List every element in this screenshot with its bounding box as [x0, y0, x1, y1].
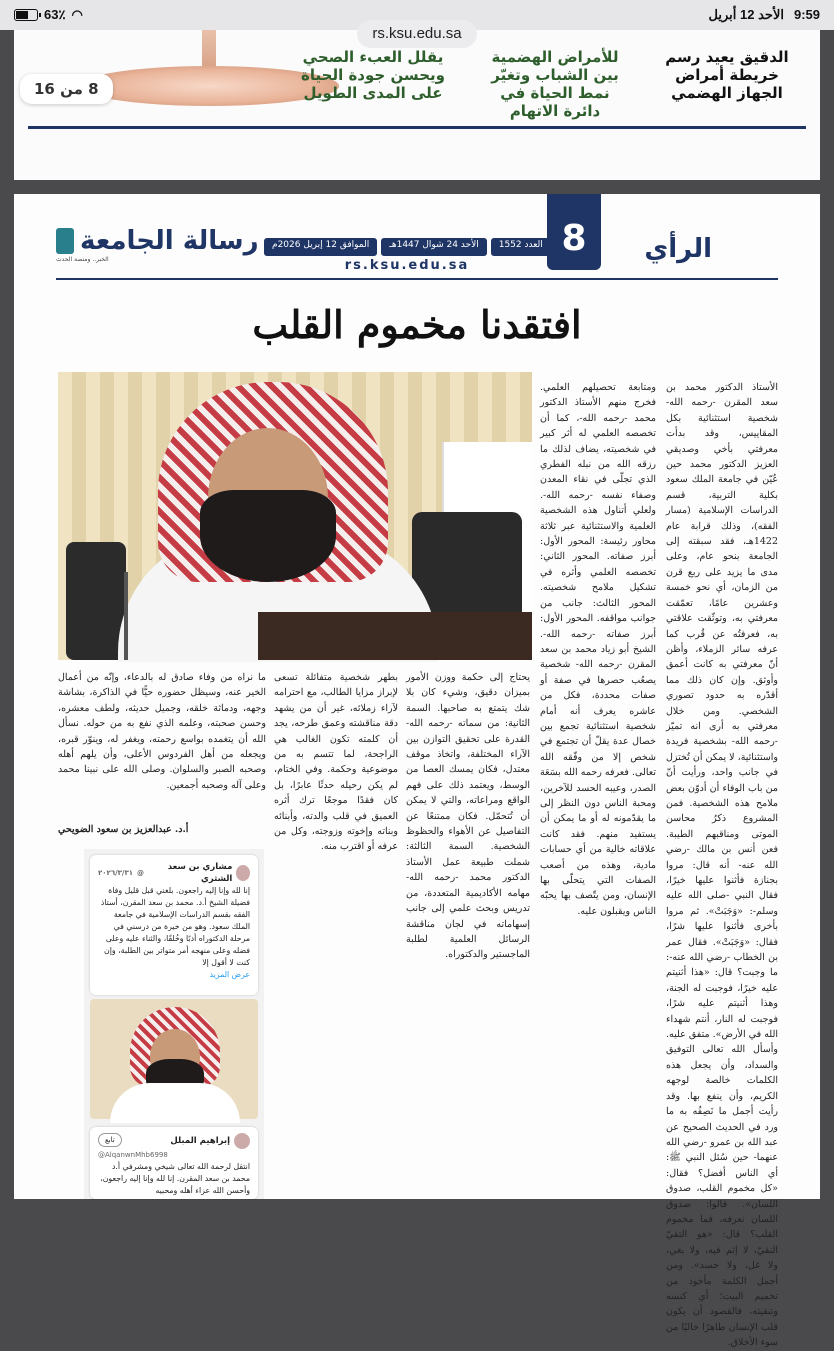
status-date: الأحد 12 أبريل [708, 7, 784, 22]
page-counter: 8 من 16 [20, 74, 113, 104]
masthead-logo [56, 226, 259, 263]
article-headline: افتقدنا مخموم القلب [252, 302, 582, 347]
photo-chair [66, 542, 126, 660]
tweet-text: إنا لله وإنا إليه راجعون. بلغني قبل قليل وفاة فضيلة الشيخ أ.د. محمد بن سعد المقرن، أستاذ الفقه بقسم الدراسات الإسلامية في جامعة الملك سعود. وهو من خيرة من درسني في مرحلة الدكتوراه أدبًا وخُلقًا، والثناء عليه وعلى فضله وعلى منهجه أمر متواتر بين الطلبة، وإن كنت لا أقول إلا [100, 886, 250, 967]
status-time-date [709, 7, 820, 23]
tweet-handle: @AlqanwnMhb6998 [98, 1151, 168, 1159]
page-rule [28, 126, 806, 129]
show-more-link[interactable]: عرض المزيد [209, 970, 250, 979]
hijri-date: الأحد 24 شوال 1447هـ [381, 238, 487, 256]
tweet-author-name: إبراهيم المبلل [170, 1136, 230, 1146]
pdf-page-previous [14, 30, 820, 180]
header-rule [56, 278, 778, 280]
battery-percent: 63٪ [44, 7, 66, 22]
article-column-3: يحتاج إلى حكمة ووزن الأمور بميزان دقيق، وشيء كان بلا شك يتمتع به صاحبها. السمة الثانية: من سماته -رحمه الله- القدرة على تحقيق التوازن بين الآراء المختلفة، واتخاذ موقف معتدل، فكان يمسك العصا من الوسط، ويعتمد ذلك على فهم الواقع ومراعاته، والتي لا يمكن أن تُتحمّل. فكان ممتنعًا عن التفاصيل عن الأهواء والحظوظ الشخصية. السمة الثالثة: شملت طبيعة عمل الأستاذ الدكتور محمد -رحمه الله- مهامه الأكاديمية المتعددة، من تدريس وبحث علمي إلى جانب إسهاماته في لجان مناقشة الرسائل العلمية لطلبة الماجستير والدكتوراه. [406, 672, 530, 961]
masthead-tagline: الخبر.. ومنصة الحدث [56, 256, 109, 263]
follow-button[interactable]: تابع [98, 1133, 122, 1147]
tweet-text: انتقل لرحمة الله تعالى شيخي ومشرفي أ.د محمد بن سعد المقرن. إنا لله وإنا إليه راجعون، وأحسن الله عزاء أهله ومحبيه [100, 1162, 250, 1195]
tweets-panel [84, 849, 264, 1199]
battery-icon [14, 9, 38, 21]
tweet-date: ٢٠٢٦/٣/٣١ [98, 869, 134, 877]
article-column-5: ما نراه من وفاء صادق له بالدعاء، وإنّه من أعمال الخير عنه، وسيظل حضوره حيًّا في الذاكرة، بشاشة وجهه، ودماثة خلقه، وجميل حديثه، ولطف معشره، وحسن صحبته، وعلمه الذي نفع به من حوله. نسأل الله أن يتغمده بواسع رحمته، ويغفر له، وينوّر قبره، ويجعله من أهل الفردوس الأعلى، وأن يلهم أهله وصحبه الصبر والسلوان. وصلى الله على نبينا محمد وعلى آله وصحبه أجمعين. [58, 672, 266, 791]
photo-desk [258, 612, 532, 660]
article-signature: أ.د. عبدالعزيز بن سعود الضويحي [58, 824, 189, 835]
article-column-1: الأستاذ الدكتور محمد بن سعد المقرن -رحمه الله- شخصية استثنائية بكل المقاييس، وقد بدأت معرفتي بأخي وصديقي العزيز الدكتور محمد حين عُيّن في جامعة الملك سعود بكلية التربية، قسم الدراسات الإسلامية (مسار الفقه)، وذلك قرابة عام 1422هـ، فقد سبقته إلى الجامعة بنحو عام، وعلى مدى ما يزيد على ربع قرن من الزمان، أي نحو خمسة وعشرين عامًا، تعمّقت معرفتي به، وتوثّقت علاقتي به، فعرفتُه عن قُرب كما عرفه سائر الزملاء، وأظن أنّ معرفتي به كانت أعمق وأوثق. وإن كان ذلك مما أقدّره به حدود تصوري الشخصي. ومن خلال معرفتي به أرى انه تميّز -رحمه الله- بشخصية فريدة واستثنائية، لا يمكن أن تُختزل في جانب واحد، ورأيت أنّ من باب الوفاء أن أدوّن بعض ملامح هذه الشخصية. فمن المشروع ذكرُ محاسن الموتى ومناقبهم الطيبة. فعن أنس بن مالك -رضي الله عنه- أنه قال: مروا بجنازة فأثنوا عليها خيرًا، فقال النبي -صلى الله عليه وسلم-: «وَجَبَتْ». ثم مروا بأخرى فأثنوا عليها شرًا، فقال: «وَجَبَتْ». فقال عمر بن الخطاب -رضي الله عنه-: ما وجبت؟ قال: «هذا أثنيتم عليه خيرًا، فوجبت له الجنة، وهذا أثنيتم عليه شرًا، فوجبت له النار، أنتم شهداء الله في الأرض». متفق عليه. وأسأل الله تعالى التوفيق والسداد، وأن يجعل هذه الكلمات خالصة لوجهه الكريم، وأن ينفع بها. وقد رأيت أجمل ما نَصِفُه به ما ورد في الحديث الصحيح عن عبد الله بن عمرو -رضي الله عنهما- حين سُئل النبي ﷺ: أي الناس أفضل؟ فقال: «كل مخموم القلب، صدوق اللسان». قالوا: صدوق اللسان نعرفه، فما مخموم القلب؟ قال: «هو التقيّ النقيّ، لا إثم فيه، ولا بغي، ولا غل، ولا حسد». ومن أجمل الكلمة مأخوذ من تخميم البيت؛ أي كنسه وتنقيته، فالقصود أن يكون قلب الإنسان طاهرًا خاليًا من سوء الأخلاق. [666, 382, 778, 1349]
page-number-tab: 8 [547, 194, 601, 270]
issue-meta [264, 238, 551, 256]
headline-youth: للأمراض الهضمية بين الشباب وتغيّر نمط الحياة في دائرة الاتهام [491, 48, 619, 120]
pdf-page-current [14, 194, 820, 1349]
site-url: rs.ksu.edu.sa [344, 258, 470, 273]
tweet-card[interactable] [90, 855, 258, 995]
article-column-2: ومتابعة تحصيلهم العلمي. فخرج منهم الأستاذ الدكتور محمد -رحمه الله-، كما أن تخصصه العلمي له أثر كبير في شخصيته، يضاف لذلك ما رزقه الله من نبله الفطري الذي تجلّى في نقاء المعدن وصفاء نفسه -رحمه الله-. ولعلي أتناول هذه الشخصية العلمية والاستثنائية عبر ثلاثة محاور رئيسة: المحور الأول: أبرز صفاته. المحور الثاني: تخصصه العلمي وأثره في تشكيل ملامح شخصيته. المحور الثالث: جانب من جوانب مواقفه. المحور الأول: أبرز صفاته -رحمه الله-. الشيخ أبو زياد محمد بن سعد المقرن -رحمه الله- شخصية يصعُب حصرها في صفة أو صفات محددة، فكل من عاشره يعرف أنه أمام شخصية استثنائية تجمع بين خصال عدة يقلّ أن تجتمع في شخص إلا من وفّقه الله تعالى. فعرفه رحمه الله بسَعَة الصدر، وعيبه الحسد للآخرين، ومحبة الناس دون النظر إلى ما يقدّمونه له أو ما يمكن أن يستفيد منهم. فقد كانت علاقاته خالية من أي حسابات مادية، وهذه من أصعب الصفات التي يتحلّى بها الإنسان، ومن يتّصف بها يحبّه الناس ويقبلون عليه. [540, 382, 656, 917]
tweet-handle: @ [137, 869, 145, 877]
university-seal-icon [56, 228, 74, 254]
tweet-card[interactable] [90, 1127, 258, 1199]
masthead-title: رسالة الجامعة [80, 226, 259, 256]
issue-number: العدد 1552 [491, 238, 551, 256]
address-bar[interactable]: rs.ksu.edu.sa [357, 20, 477, 48]
tweet-author-name: مشاري بن سعد الشثري [167, 862, 233, 884]
photo-beard [200, 490, 336, 582]
avatar [234, 1133, 250, 1149]
avatar [236, 865, 250, 881]
headline-health: يقلل العبء الصحي ويحسن جودة الحياة على المدى الطويل [301, 48, 445, 102]
photo-microphone [124, 572, 128, 660]
gregorian-date: الموافق 12 إبريل 2026م [264, 238, 377, 256]
tweet-photo [90, 999, 258, 1119]
article-column-4: بطهر شخصية متفائلة تسعى لإبراز مزايا الطالب، مع احترامه لآراء زملائه، غير أن من يشهد دقة مناقشته وعمق طرحه، يجد أن كلمته تكون الغالب هي الراجحة، لما تتسم به من موضوعية وحكمة. وفي الختام، لم يكن رحيله حدثًا عابرًا، بل كان فقدًا موجعًا ترك أثره العميق في قلب والدته، وأبنائه وبناته وإخوته وزوجته، وكل من عرفه أو اقترب منه. [274, 672, 398, 853]
article-photo [58, 372, 532, 660]
wifi-icon: ◠ [71, 7, 83, 22]
tweet-photo-robe [110, 1083, 240, 1123]
status-indicators [14, 7, 83, 23]
section-title: الرأي [644, 234, 712, 264]
tweet-author [98, 861, 250, 885]
status-time: 9:59 [793, 7, 820, 22]
headline-digestive: الدقيق يعيد رسم خريطة أمراض الجهاز الهضمي [665, 48, 789, 102]
battery-fill [16, 11, 28, 19]
